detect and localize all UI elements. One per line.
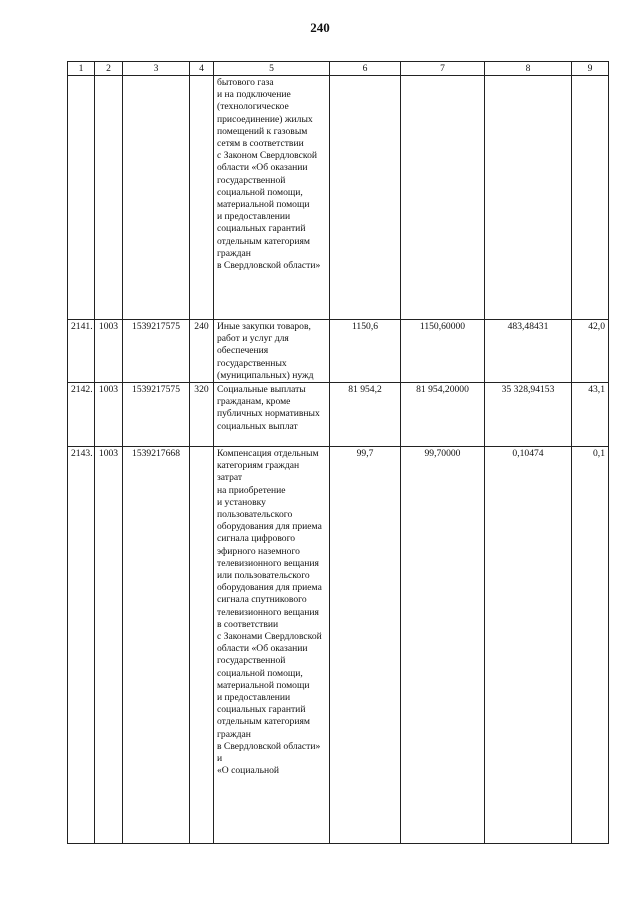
header-cell-3: 3 bbox=[123, 62, 190, 76]
header-cell-6: 6 bbox=[330, 62, 401, 76]
row-number: 2142. bbox=[68, 383, 95, 447]
specified-amount: 99,70000 bbox=[401, 447, 485, 844]
row-number: 2143. bbox=[68, 447, 95, 844]
item-description: Иные закупки товаров, работ и услуг для обеспечения государственных (муниципальных) нужд bbox=[214, 320, 330, 383]
execution-percent: 0,1 bbox=[572, 447, 609, 844]
header-cell-7: 7 bbox=[401, 62, 485, 76]
table-header-row bbox=[68, 62, 609, 76]
section-code: 1003 bbox=[95, 447, 123, 844]
header-cell-9: 9 bbox=[572, 62, 609, 76]
specified-amount: 1150,60000 bbox=[401, 320, 485, 383]
header-cell-5: 5 bbox=[214, 62, 330, 76]
expense-type-code: 320 bbox=[190, 383, 214, 447]
header-cell-4: 4 bbox=[190, 62, 214, 76]
table-row bbox=[68, 320, 609, 383]
target-code bbox=[123, 76, 190, 320]
section-code: 1003 bbox=[95, 320, 123, 383]
section-code bbox=[95, 76, 123, 320]
specified-amount: 81 954,20000 bbox=[401, 383, 485, 447]
row-number bbox=[68, 76, 95, 320]
item-description: бытового газа и на подключение (технологическое присоединение) жилых помещений к газовым сетям в соответствии с Законом Свердловской области «Об оказании государственной социальной помощи, материальной помощи и предоставлении социальных гарантий отдельным категориям граждан в Свердловской области» bbox=[214, 76, 330, 320]
header-cell-8: 8 bbox=[485, 62, 572, 76]
specified-amount bbox=[401, 76, 485, 320]
header-cell-1: 1 bbox=[68, 62, 95, 76]
execution-percent bbox=[572, 76, 609, 320]
expense-type-code bbox=[190, 447, 214, 844]
expense-type-code: 240 bbox=[190, 320, 214, 383]
executed-amount: 35 328,94153 bbox=[485, 383, 572, 447]
table-row bbox=[68, 76, 609, 320]
executed-amount: 0,10474 bbox=[485, 447, 572, 844]
table-row bbox=[68, 383, 609, 447]
approved-amount bbox=[330, 76, 401, 320]
row-number: 2141. bbox=[68, 320, 95, 383]
approved-amount: 81 954,2 bbox=[330, 383, 401, 447]
expense-type-code bbox=[190, 76, 214, 320]
target-code: 1539217575 bbox=[123, 320, 190, 383]
execution-percent: 42,0 bbox=[572, 320, 609, 383]
budget-table bbox=[67, 61, 609, 844]
execution-percent: 43,1 bbox=[572, 383, 609, 447]
target-code: 1539217668 bbox=[123, 447, 190, 844]
approved-amount: 1150,6 bbox=[330, 320, 401, 383]
target-code: 1539217575 bbox=[123, 383, 190, 447]
header-cell-2: 2 bbox=[95, 62, 123, 76]
executed-amount: 483,48431 bbox=[485, 320, 572, 383]
section-code: 1003 bbox=[95, 383, 123, 447]
page-number: 240 bbox=[310, 20, 330, 35]
table-row bbox=[68, 447, 609, 844]
approved-amount: 99,7 bbox=[330, 447, 401, 844]
item-description: Социальные выплаты гражданам, кроме публичных нормативных социальных выплат bbox=[214, 383, 330, 447]
item-description: Компенсация отдельным категориям граждан затрат на приобретение и установку пользовательского оборудования для приема сигнала цифрового эфирного наземного телевизионного вещания или пользовательского оборудования для приема сигнала спутникового телевизионного вещания в соответствии с Законами Свердловской области «Об оказании государственной социальной помощи, материальной помощи и предоставлении социальных гарантий отдельным категориям граждан в Свердловской области» и «О социальной bbox=[214, 447, 330, 844]
executed-amount bbox=[485, 76, 572, 320]
